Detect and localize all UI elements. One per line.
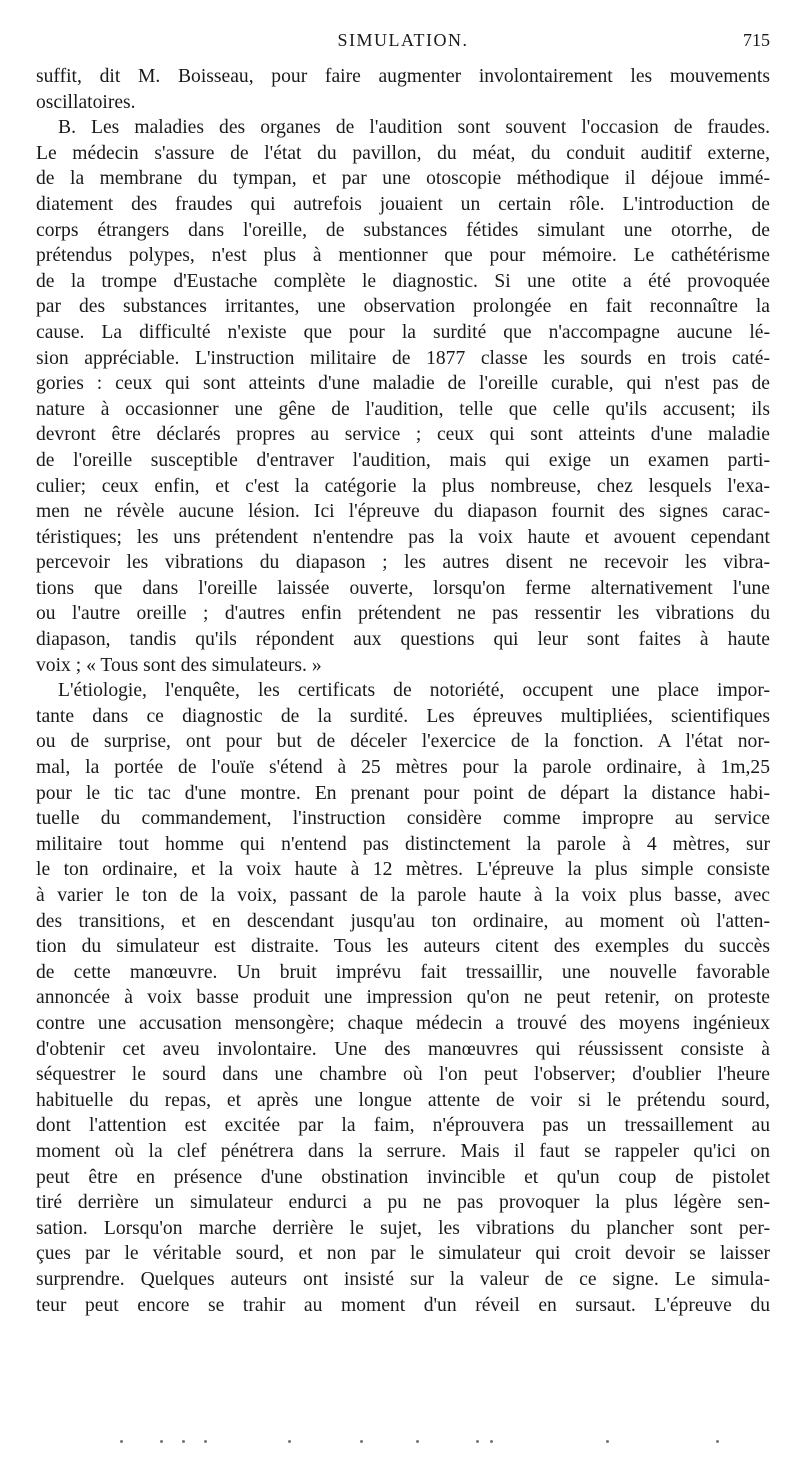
text-line: contre une accusation mensongère; chaque médecin a trouvé des moyens ingénieux (36, 1012, 770, 1034)
text-line: téristiques; les uns prétendent n'entendre pas la voix haute et avouent cependant (36, 526, 770, 548)
text-line: L'étiologie, l'enquête, les certificats de notoriété, occupent une place impor- (58, 680, 770, 702)
text-line: dont l'attention est excitée par la faim, n'éprouvera pas un tressaillement au (36, 1115, 770, 1137)
text-line: tiré derrière un simulateur endurci a pu ne pas provoquer la plus légère sen- (36, 1192, 770, 1214)
text-line: pour le tic tac d'une montre. En prenant pour point de départ la distance habi- (36, 782, 770, 804)
footer-dot-rule (120, 1440, 740, 1448)
body-text (36, 64, 770, 1318)
text-line: teur peut encore se trahir au moment d'un réveil en sursaut. L'épreuve du (36, 1294, 770, 1316)
text-line: culier; ceux enfin, et c'est la catégorie la plus nombreuse, chez lesquels l'exa- (36, 475, 770, 497)
text-line: annoncée à voix basse produit une impression qu'on ne peut retenir, on proteste (36, 987, 770, 1009)
text-line: B. Les maladies des organes de l'audition sont souvent l'occasion de fraudes. (58, 117, 770, 139)
text-line: des transitions, et en descendant jusqu'au ton ordinaire, au moment où l'atten- (36, 910, 770, 932)
text-line: moment où la clef pénétrera dans la serrure. Mais il faut se rappeler qu'ici on (36, 1140, 770, 1162)
text-line: ou l'autre oreille ; d'autres enfin prétendent ne pas ressentir les vibrations du (36, 603, 770, 625)
text-line: men ne révèle aucune lésion. Ici l'épreuve du diapason fournit des signes carac- (36, 501, 770, 523)
text-line: surprendre. Quelques auteurs ont insisté sur la valeur de ce signe. Le simula- (36, 1268, 770, 1290)
text-line: voix ; « Tous sont des simulateurs. » (36, 654, 322, 676)
text-line: cause. La difficulté n'existe que pour la surdité que n'accompagne aucune lé- (36, 321, 770, 343)
text-line: corps étrangers dans l'oreille, de substances fétides simulant une otorrhe, de (36, 219, 770, 241)
text-line: gories : ceux qui sont atteints d'une maladie de l'oreille curable, qui n'est pas de (36, 373, 770, 395)
text-line: de cette manœuvre. Un bruit imprévu fait tressaillir, une nouvelle favorable (36, 961, 770, 983)
page-number: 715 (743, 30, 770, 50)
running-title: SIMULATION. (337, 30, 469, 50)
text-line: de la trompe d'Eustache complète le diagnostic. Si une otite a été provoquée (36, 270, 770, 292)
page-header (36, 30, 770, 56)
text-line: çues par le véritable sourd, et non par le simulateur qui croit devoir se laisser (36, 1243, 770, 1265)
text-line: mal, la portée de l'ouïe s'étend à 25 mètres pour la parole ordinaire, à 1m,25 (36, 757, 770, 779)
text-line: nature à occasionner une gêne de l'audition, telle que celle qu'ils accusent; ils (36, 398, 770, 420)
text-line: d'obtenir cet aveu involontaire. Une des manœuvres qui réussissent consiste à (36, 1038, 770, 1060)
text-line: tante dans ce diagnostic de la surdité. Les épreuves multipliées, scientifiques (36, 705, 770, 727)
text-line: tions que dans l'oreille laissée ouverte, lorsqu'on ferme alternativement l'une (36, 577, 770, 599)
text-line: sation. Lorsqu'on marche derrière le sujet, les vibrations du plancher sont per- (36, 1217, 770, 1239)
text-line: à varier le ton de la voix, passant de la parole haute à la voix plus basse, avec (36, 885, 770, 906)
text-line: devront être déclarés propres au service ; ceux qui sont atteints d'une maladie (36, 424, 770, 446)
text-line: peut être en présence d'une obstination invincible et qu'un coup de pistolet (36, 1166, 770, 1188)
text-line: de la membrane du tympan, et par une otoscopie méthodique il déjoue immé- (36, 168, 770, 190)
text-line: prétendus polypes, n'est plus à mentionner que pour mémoire. Le cathétérisme (36, 245, 770, 267)
text-line: par des substances irritantes, une observation prolongée en fait reconnaître la (36, 296, 770, 318)
text-line: militaire tout homme qui n'entend pas distinctement la parole à 4 mètres, sur (36, 833, 770, 855)
text-line: habituelle du repas, et après une longue attente de voir si le prétendu sourd, (36, 1089, 770, 1111)
text-line: Le médecin s'assure de l'état du pavillon, du méat, du conduit auditif externe, (36, 142, 770, 164)
text-line: séquestrer le sourd dans une chambre où l'on peut l'observer; d'oublier l'heure (36, 1064, 770, 1086)
text-line: tuelle du commandement, l'instruction considère comme impropre au service (36, 808, 770, 830)
text-line: oscillatoires. (36, 91, 136, 113)
text-line: sion appréciable. L'instruction militaire de 1877 classe les sourds en trois caté- (36, 347, 770, 369)
text-line: diapason, tandis qu'ils répondent aux questions qui leur sont faites à haute (36, 629, 770, 651)
text-line: le ton ordinaire, et la voix haute à 12 mètres. L'épreuve la plus simple consiste (36, 859, 770, 881)
text-line: tion du simulateur est distraite. Tous les auteurs citent des exemples du succès (36, 936, 770, 958)
text-line: percevoir les vibrations du diapason ; les autres disent ne recevoir les vibra- (36, 552, 770, 574)
text-line: diatement des fraudes qui autrefois jouaient un certain rôle. L'introduction de (36, 193, 770, 215)
text-line: de l'oreille susceptible d'entraver l'audition, mais qui exige un examen parti- (36, 449, 770, 471)
text-line: ou de surprise, ont pour but de déceler l'exercice de la fonction. A l'état nor- (36, 731, 770, 753)
text-line: suffit, dit M. Boisseau, pour faire augmenter involontairement les mouvements (36, 66, 770, 87)
